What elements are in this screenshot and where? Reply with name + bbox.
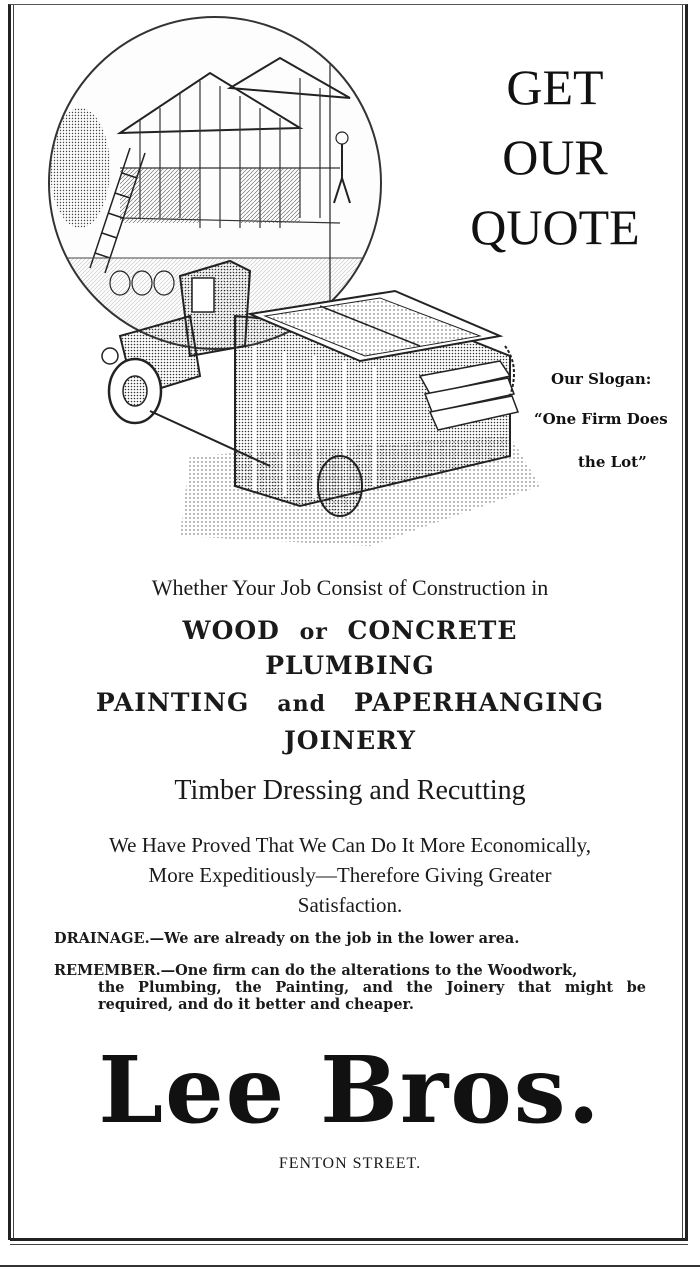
service-line-painting (0, 688, 700, 717)
headline-word: OUR (502, 129, 608, 185)
service-concrete: CONCRETE (347, 616, 518, 645)
service-painting: PAINTING (95, 688, 250, 717)
proved-line-3: Satisfaction. (297, 893, 403, 917)
service-wood: WOOD (182, 616, 280, 645)
bottom-border (10, 1238, 688, 1241)
timber-line: Timber Dressing and Recutting (174, 775, 526, 806)
headline-word: QUOTE (470, 199, 640, 255)
remember-notice (54, 962, 646, 1013)
service-plumbing: PLUMBING (265, 651, 435, 680)
remember-rest: the Plumbing, the Painting, and the Joinery that might be required, and do it better and cheaper. (98, 979, 646, 1013)
intro-line: Whether Your Job Consist of Construction in (151, 575, 549, 600)
headline-word: GET (506, 59, 604, 115)
slogan-label: Our Slogan: (551, 370, 652, 388)
slogan-line-2: the Lot” (578, 453, 647, 471)
bottom-border-inner (10, 1244, 688, 1245)
service-paperhanging: PAPERHANGING (353, 688, 605, 717)
proved-line-1: We Have Proved That We Can Do It More Economically, (108, 833, 591, 857)
remember-first-line: REMEMBER.—One firm can do the alterations to the Woodwork, (54, 962, 578, 979)
proved-paragraph (0, 830, 700, 920)
get-our-quote-headline (450, 52, 660, 262)
proved-line-2: More Expeditiously—Therefore Giving Greater (148, 863, 552, 887)
company-name: Lee Bros. (98, 1036, 602, 1144)
slogan-line-1: “One Firm Does (534, 410, 668, 428)
service-line-wood-concrete (0, 616, 700, 645)
drainage-notice: DRAINAGE.—We are already on the job in the lower area. (54, 930, 520, 947)
service-joinery: JOINERY (283, 726, 417, 755)
page-divider (0, 1265, 700, 1267)
company-address: FENTON STREET. (278, 1155, 422, 1172)
service-or: or (299, 619, 328, 645)
service-and: and (277, 691, 326, 717)
